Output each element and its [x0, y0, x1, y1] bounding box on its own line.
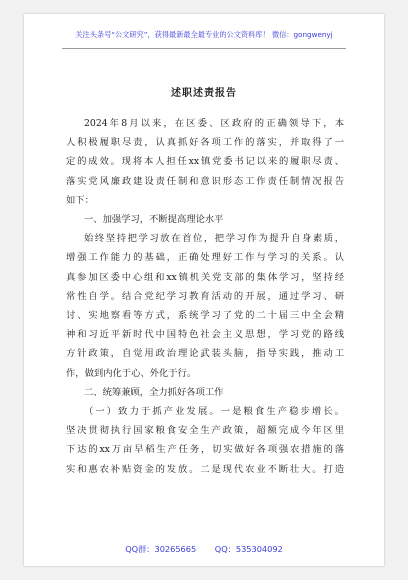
document-title: 述职述责报告: [171, 88, 237, 99]
paragraph-line: 作，做到内化于心、外化于行。: [66, 367, 197, 379]
paragraph-line: 人积极履职尽责，认真抓好各项工作的落实，并取得了一: [66, 137, 344, 149]
paragraph-line: 真参加区委中心组和xx镇机关党支部的集体学习，坚持经: [66, 271, 344, 283]
paragraph-line: 实和惠农补贴资金的发放。二是现代农业不断壮大。打造: [66, 463, 344, 475]
document-body: [66, 114, 344, 479]
paragraph-line: 如下：: [66, 194, 94, 206]
paragraph-line: 神和习近平新时代中国特色社会主义思想，学习党的路线: [66, 329, 344, 341]
paragraph-first-line: （一）致力于抓产业发展。一是粮食生产稳步增长。: [84, 406, 344, 418]
paragraph-line: 定的成效。现将本人担任xx镇党委书记以来的履职尽责、: [66, 156, 344, 168]
footer-contact: [24, 544, 384, 555]
paragraph-line: 方针政策，自觉用政治理论武装头脑，指导实践，推动工: [66, 348, 344, 360]
paragraph-line: 增强工作能力的基础，正确处理好工作与学习的关系。认: [66, 252, 344, 264]
document-page: [24, 14, 384, 566]
paragraph-line: 下达的xx万亩早稻生产任务，切实做好各项强农措施的落: [66, 444, 344, 456]
footer-qq: QQ：535304092: [214, 544, 283, 554]
paragraph-line: 讨、实地察看等方式，系统学习了党的二十届三中全会精: [66, 310, 344, 322]
paragraph-line: 落实党风廉政建设责任制和意识形态工作责任制情况报告: [66, 175, 344, 187]
header-divider: [62, 48, 346, 49]
paragraph-line: 坚决贯彻执行国家粮食安全生产政策，超额完成今年区里: [66, 425, 344, 437]
paragraph-first-line: 始终坚持把学习放在首位，把学习作为提升自身素质，: [84, 233, 344, 245]
footer-qq-group: QQ群：30265665: [125, 544, 197, 554]
paragraph-first-line: 一、加强学习，不断提高理论水平: [84, 214, 224, 226]
paragraph-first-line: 2024年8月以来，在区委、区政府的正确领导下，本: [84, 118, 344, 129]
header-promo-note: 关注头条号“公文研究”，获得最新最全最专业的公文资料库！ 微信：gongwenyj: [75, 30, 333, 39]
paragraph-first-line: 二、统筹兼顾，全力抓好各项工作: [84, 386, 224, 398]
paragraph-line: 常性自学。结合党纪学习教育活动的开展，通过学习、研: [66, 290, 344, 302]
